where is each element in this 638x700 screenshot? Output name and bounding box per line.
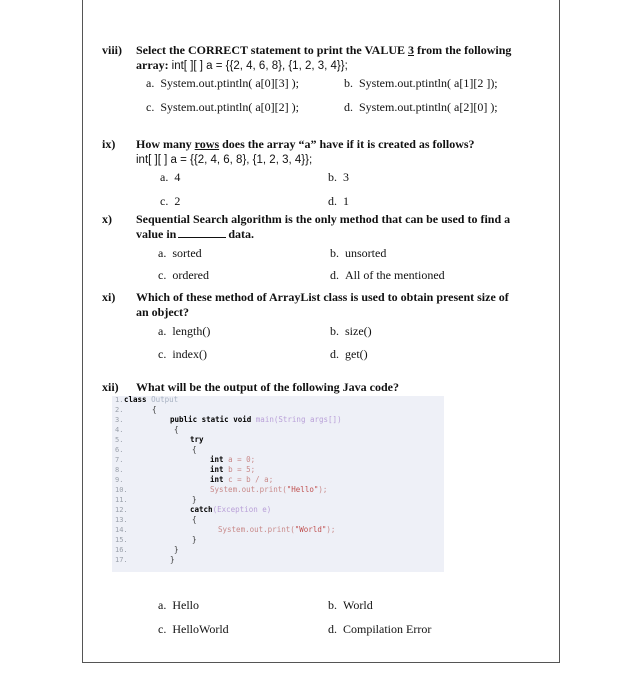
option-b[interactable]: b. size() xyxy=(330,324,372,338)
code-line: System.out.print("Hello"); xyxy=(210,485,328,494)
code-line: catch(Exception e) xyxy=(190,505,272,514)
option-a[interactable]: a. System.out.ptintln( a[0][3] ); xyxy=(146,76,299,90)
question-text: What will be the output of the following Java code? xyxy=(136,380,400,394)
option-d[interactable]: d. get() xyxy=(330,347,368,361)
question-number: xii) xyxy=(102,380,119,394)
option-c[interactable]: c. System.out.ptintln( a[0][2] ); xyxy=(146,100,299,114)
code-line: { xyxy=(174,425,179,434)
code-line: System.out.print("World"); xyxy=(218,525,336,534)
option-a[interactable]: a. 4 xyxy=(160,170,181,184)
code-line: } xyxy=(192,535,197,544)
code-line: int a = 0; xyxy=(210,455,256,464)
option-c[interactable]: c. ordered xyxy=(158,268,209,282)
code-line: { xyxy=(152,405,157,414)
option-b[interactable]: b. World xyxy=(328,598,373,612)
question-number: viii) xyxy=(102,43,122,57)
code-line: } xyxy=(174,545,179,554)
option-b[interactable]: b. 3 xyxy=(328,170,349,184)
code-line: public static void main(String args[]) xyxy=(170,415,342,424)
option-d[interactable]: d. System.out.ptintln( a[2][0] ); xyxy=(344,100,498,114)
option-d[interactable]: d. Compilation Error xyxy=(328,622,432,636)
code-line: { xyxy=(192,515,197,524)
question-number: xi) xyxy=(102,290,116,304)
question-text: Select the CORRECT statement to print the VALUE 3 from the following array: int[ ][ ] a = {{2, 4, 6, 8}, {1, 2, 3, 4}}; xyxy=(136,43,512,72)
option-c[interactable]: c. 2 xyxy=(160,194,181,208)
option-a[interactable]: a. sorted xyxy=(158,246,202,260)
question-text: How many rows does the array “a” have if it is created as follows? int[ ][ ] a = {{2, 4, 6, 8}, {1, 2, 3, 4}}; xyxy=(136,137,475,166)
code-line: { xyxy=(192,445,197,454)
question-number: ix) xyxy=(102,137,116,151)
option-a[interactable]: a. Hello xyxy=(158,598,199,612)
option-c[interactable]: c. index() xyxy=(158,347,207,361)
code-line: class Output xyxy=(124,395,179,404)
code-line: int c = b / a; xyxy=(210,475,274,484)
blank-line xyxy=(178,237,226,238)
option-b[interactable]: b. System.out.ptintln( a[1][2 ]); xyxy=(344,76,498,90)
question-text: Which of these method of ArrayList class is used to obtain present size of an object? xyxy=(136,290,509,319)
code-line: } xyxy=(170,555,175,564)
option-d[interactable]: d. 1 xyxy=(328,194,349,208)
question-number: x) xyxy=(102,212,112,226)
option-a[interactable]: a. length() xyxy=(158,324,211,338)
question-text: Sequential Search algorithm is the only method that can be used to find a value in data. xyxy=(136,212,511,241)
option-c[interactable]: c. HelloWorld xyxy=(158,622,229,636)
code-line: } xyxy=(192,495,197,504)
option-d[interactable]: d. All of the mentioned xyxy=(330,268,445,282)
code-line: try xyxy=(190,435,204,444)
code-line: int b = 5; xyxy=(210,465,256,474)
code-block: 1. 2. 3. 4. 5. 6. 7. 8. 9. 10. 11. 12. 13. 14. 15. 16. 17. class Output { public static void main(String args[]) { try { int a = 0; int b = 5; int c = b / a; System.out.print("Hello"); } catch(Exception e) { System.out.print("World"); } } } xyxy=(112,396,444,572)
option-b[interactable]: b. unsorted xyxy=(330,246,387,260)
